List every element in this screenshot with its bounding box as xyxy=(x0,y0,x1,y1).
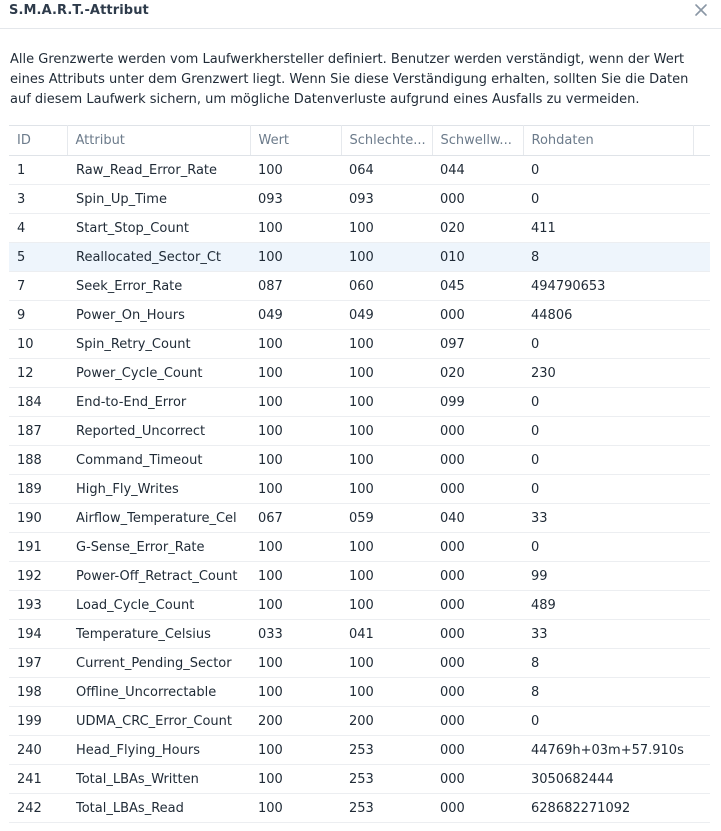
cell-schwellwert: 000 xyxy=(432,707,523,736)
cell-rohdaten: 489 xyxy=(523,591,693,620)
cell-schlechteste: 100 xyxy=(341,591,432,620)
cell-schwellwert: 000 xyxy=(432,649,523,678)
dialog-header xyxy=(0,0,721,29)
cell-spacer xyxy=(693,562,710,591)
cell-schlechteste: 100 xyxy=(341,533,432,562)
cell-id: 241 xyxy=(9,765,67,794)
cell-wert: 100 xyxy=(250,475,341,504)
column-header-id[interactable]: ID xyxy=(9,126,67,156)
cell-wert: 093 xyxy=(250,185,341,214)
cell-wert: 087 xyxy=(250,272,341,301)
table-row[interactable] xyxy=(9,417,710,446)
cell-schwellwert: 000 xyxy=(432,475,523,504)
cell-id: 3 xyxy=(9,185,67,214)
table-row[interactable] xyxy=(9,562,710,591)
cell-schlechteste: 200 xyxy=(341,707,432,736)
cell-attribut: End-to-End_Error xyxy=(67,388,250,417)
cell-rohdaten: 0 xyxy=(523,446,693,475)
cell-wert: 100 xyxy=(250,243,341,272)
cell-attribut: Temperature_Celsius xyxy=(67,620,250,649)
cell-attribut: Offline_Uncorrectable xyxy=(67,678,250,707)
cell-id: 12 xyxy=(9,359,67,388)
cell-id: 184 xyxy=(9,388,67,417)
cell-schlechteste: 093 xyxy=(341,185,432,214)
cell-attribut: Reported_Uncorrect xyxy=(67,417,250,446)
table-row[interactable] xyxy=(9,272,710,301)
cell-id: 191 xyxy=(9,533,67,562)
cell-wert: 100 xyxy=(250,678,341,707)
cell-id: 194 xyxy=(9,620,67,649)
cell-schwellwert: 000 xyxy=(432,678,523,707)
cell-schlechteste: 100 xyxy=(341,562,432,591)
cell-spacer xyxy=(693,794,710,823)
cell-id: 240 xyxy=(9,736,67,765)
cell-schlechteste: 100 xyxy=(341,649,432,678)
cell-rohdaten: 0 xyxy=(523,475,693,504)
cell-spacer xyxy=(693,707,710,736)
cell-attribut: Airflow_Temperature_Cel xyxy=(67,504,250,533)
cell-schlechteste: 060 xyxy=(341,272,432,301)
cell-id: 10 xyxy=(9,330,67,359)
cell-schwellwert: 044 xyxy=(432,156,523,185)
column-header-schwellwert[interactable]: Schwellw... xyxy=(432,126,523,156)
table-row[interactable] xyxy=(9,794,710,823)
table-row[interactable] xyxy=(9,736,710,765)
cell-wert: 100 xyxy=(250,736,341,765)
cell-rohdaten: 3050682444 xyxy=(523,765,693,794)
cell-schlechteste: 059 xyxy=(341,504,432,533)
cell-rohdaten: 0 xyxy=(523,185,693,214)
cell-rohdaten: 0 xyxy=(523,417,693,446)
cell-id: 190 xyxy=(9,504,67,533)
cell-attribut: Raw_Read_Error_Rate xyxy=(67,156,250,185)
cell-rohdaten: 33 xyxy=(523,620,693,649)
cell-rohdaten: 8 xyxy=(523,649,693,678)
cell-wert: 100 xyxy=(250,417,341,446)
cell-schwellwert: 000 xyxy=(432,562,523,591)
close-icon[interactable] xyxy=(693,2,709,18)
cell-schlechteste: 100 xyxy=(341,388,432,417)
cell-schwellwert: 000 xyxy=(432,620,523,649)
cell-schwellwert: 010 xyxy=(432,243,523,272)
table-row[interactable] xyxy=(9,620,710,649)
cell-wert: 049 xyxy=(250,301,341,330)
cell-schlechteste: 100 xyxy=(341,243,432,272)
cell-schwellwert: 000 xyxy=(432,185,523,214)
cell-wert: 100 xyxy=(250,649,341,678)
cell-id: 193 xyxy=(9,591,67,620)
cell-schwellwert: 020 xyxy=(432,214,523,243)
cell-spacer xyxy=(693,765,710,794)
cell-schlechteste: 100 xyxy=(341,417,432,446)
cell-attribut: Current_Pending_Sector xyxy=(67,649,250,678)
cell-schwellwert: 045 xyxy=(432,272,523,301)
cell-schlechteste: 100 xyxy=(341,330,432,359)
cell-spacer xyxy=(693,185,710,214)
cell-rohdaten: 44769h+03m+57.910s xyxy=(523,736,693,765)
cell-rohdaten: 0 xyxy=(523,330,693,359)
table-row[interactable] xyxy=(9,388,710,417)
cell-spacer xyxy=(693,504,710,533)
cell-spacer xyxy=(693,388,710,417)
cell-schlechteste: 100 xyxy=(341,214,432,243)
cell-schwellwert: 000 xyxy=(432,794,523,823)
cell-id: 4 xyxy=(9,214,67,243)
cell-attribut: Load_Cycle_Count xyxy=(67,591,250,620)
cell-spacer xyxy=(693,678,710,707)
cell-attribut: Reallocated_Sector_Ct xyxy=(67,243,250,272)
cell-schwellwert: 020 xyxy=(432,359,523,388)
cell-wert: 100 xyxy=(250,214,341,243)
cell-attribut: G-Sense_Error_Rate xyxy=(67,533,250,562)
cell-id: 199 xyxy=(9,707,67,736)
cell-spacer xyxy=(693,475,710,504)
cell-schlechteste: 049 xyxy=(341,301,432,330)
table-header-row xyxy=(9,126,710,156)
column-header-spacer xyxy=(693,126,710,156)
cell-attribut: Seek_Error_Rate xyxy=(67,272,250,301)
table-row[interactable] xyxy=(9,504,710,533)
cell-attribut: Power_Cycle_Count xyxy=(67,359,250,388)
cell-spacer xyxy=(693,359,710,388)
cell-wert: 100 xyxy=(250,765,341,794)
table-row[interactable] xyxy=(9,243,710,272)
cell-wert: 100 xyxy=(250,533,341,562)
cell-schwellwert: 000 xyxy=(432,765,523,794)
dialog-title: S.M.A.R.T.-Attribut xyxy=(9,3,149,18)
cell-schlechteste: 253 xyxy=(341,794,432,823)
cell-schwellwert: 000 xyxy=(432,591,523,620)
cell-spacer xyxy=(693,591,710,620)
cell-id: 189 xyxy=(9,475,67,504)
cell-wert: 100 xyxy=(250,562,341,591)
cell-rohdaten: 44806 xyxy=(523,301,693,330)
cell-rohdaten: 0 xyxy=(523,533,693,562)
cell-wert: 100 xyxy=(250,794,341,823)
table-row[interactable] xyxy=(9,359,710,388)
table-row[interactable] xyxy=(9,533,710,562)
table-row[interactable] xyxy=(9,185,710,214)
cell-spacer xyxy=(693,272,710,301)
cell-schwellwert: 099 xyxy=(432,388,523,417)
table-row[interactable] xyxy=(9,156,710,185)
column-header-wert[interactable]: Wert xyxy=(250,126,341,156)
cell-id: 9 xyxy=(9,301,67,330)
cell-schwellwert: 000 xyxy=(432,446,523,475)
cell-schwellwert: 000 xyxy=(432,736,523,765)
cell-schwellwert: 097 xyxy=(432,330,523,359)
cell-id: 198 xyxy=(9,678,67,707)
cell-rohdaten: 494790653 xyxy=(523,272,693,301)
cell-schlechteste: 100 xyxy=(341,678,432,707)
cell-rohdaten: 230 xyxy=(523,359,693,388)
cell-attribut: High_Fly_Writes xyxy=(67,475,250,504)
table-row[interactable] xyxy=(9,591,710,620)
cell-rohdaten: 0 xyxy=(523,707,693,736)
table-row[interactable] xyxy=(9,475,710,504)
cell-rohdaten: 411 xyxy=(523,214,693,243)
cell-spacer xyxy=(693,649,710,678)
table-row[interactable] xyxy=(9,765,710,794)
cell-rohdaten: 99 xyxy=(523,562,693,591)
cell-wert: 200 xyxy=(250,707,341,736)
cell-id: 5 xyxy=(9,243,67,272)
cell-rohdaten: 0 xyxy=(523,388,693,417)
cell-spacer xyxy=(693,446,710,475)
cell-spacer xyxy=(693,417,710,446)
cell-schwellwert: 040 xyxy=(432,504,523,533)
cell-id: 242 xyxy=(9,794,67,823)
cell-schwellwert: 000 xyxy=(432,417,523,446)
table-row[interactable] xyxy=(9,301,710,330)
cell-wert: 100 xyxy=(250,330,341,359)
cell-attribut: Command_Timeout xyxy=(67,446,250,475)
cell-attribut: Total_LBAs_Read xyxy=(67,794,250,823)
cell-id: 1 xyxy=(9,156,67,185)
column-header-rohdaten[interactable]: Rohdaten xyxy=(523,126,693,156)
cell-rohdaten: 0 xyxy=(523,156,693,185)
cell-schwellwert: 000 xyxy=(432,301,523,330)
cell-id: 188 xyxy=(9,446,67,475)
table-row[interactable] xyxy=(9,446,710,475)
cell-spacer xyxy=(693,156,710,185)
cell-attribut: UDMA_CRC_Error_Count xyxy=(67,707,250,736)
cell-attribut: Spin_Retry_Count xyxy=(67,330,250,359)
cell-spacer xyxy=(693,533,710,562)
cell-attribut: Head_Flying_Hours xyxy=(67,736,250,765)
cell-spacer xyxy=(693,736,710,765)
cell-rohdaten: 8 xyxy=(523,678,693,707)
smart-attribute-table xyxy=(9,125,710,823)
cell-schlechteste: 100 xyxy=(341,475,432,504)
cell-id: 7 xyxy=(9,272,67,301)
cell-wert: 100 xyxy=(250,359,341,388)
cell-schlechteste: 100 xyxy=(341,359,432,388)
cell-id: 187 xyxy=(9,417,67,446)
cell-schwellwert: 000 xyxy=(432,533,523,562)
cell-schlechteste: 064 xyxy=(341,156,432,185)
cell-attribut: Spin_Up_Time xyxy=(67,185,250,214)
dialog-description: Alle Grenzwerte werden vom Laufwerkhersteller definiert. Benutzer werden verständigt, wenn der Wert eines Attributs unter dem Grenzwert liegt. Wenn Sie diese Verständigung erhalten, sollten Sie die Daten auf diesem Laufwerk sichern, um mögliche Datenverluste aufgrund eines Ausfalls zu vermeiden. xyxy=(10,52,689,107)
column-header-schlechteste[interactable]: Schlechte... xyxy=(341,126,432,156)
cell-rohdaten: 628682271092 xyxy=(523,794,693,823)
table-row[interactable] xyxy=(9,330,710,359)
cell-spacer xyxy=(693,243,710,272)
cell-schlechteste: 253 xyxy=(341,765,432,794)
cell-spacer xyxy=(693,214,710,243)
cell-wert: 100 xyxy=(250,591,341,620)
cell-wert: 033 xyxy=(250,620,341,649)
table-body xyxy=(9,156,710,823)
cell-spacer xyxy=(693,620,710,649)
cell-rohdaten: 33 xyxy=(523,504,693,533)
table-row[interactable] xyxy=(9,649,710,678)
cell-schlechteste: 100 xyxy=(341,446,432,475)
cell-spacer xyxy=(693,330,710,359)
cell-attribut: Total_LBAs_Written xyxy=(67,765,250,794)
cell-id: 192 xyxy=(9,562,67,591)
table-row[interactable] xyxy=(9,214,710,243)
cell-schlechteste: 253 xyxy=(341,736,432,765)
cell-attribut: Start_Stop_Count xyxy=(67,214,250,243)
table-row[interactable] xyxy=(9,678,710,707)
cell-spacer xyxy=(693,301,710,330)
cell-rohdaten: 8 xyxy=(523,243,693,272)
cell-id: 197 xyxy=(9,649,67,678)
cell-wert: 067 xyxy=(250,504,341,533)
column-header-attribut[interactable]: Attribut xyxy=(67,126,250,156)
cell-schlechteste: 041 xyxy=(341,620,432,649)
cell-attribut: Power_On_Hours xyxy=(67,301,250,330)
table-row[interactable] xyxy=(9,707,710,736)
cell-wert: 100 xyxy=(250,388,341,417)
cell-wert: 100 xyxy=(250,446,341,475)
cell-wert: 100 xyxy=(250,156,341,185)
cell-attribut: Power-Off_Retract_Count xyxy=(67,562,250,591)
